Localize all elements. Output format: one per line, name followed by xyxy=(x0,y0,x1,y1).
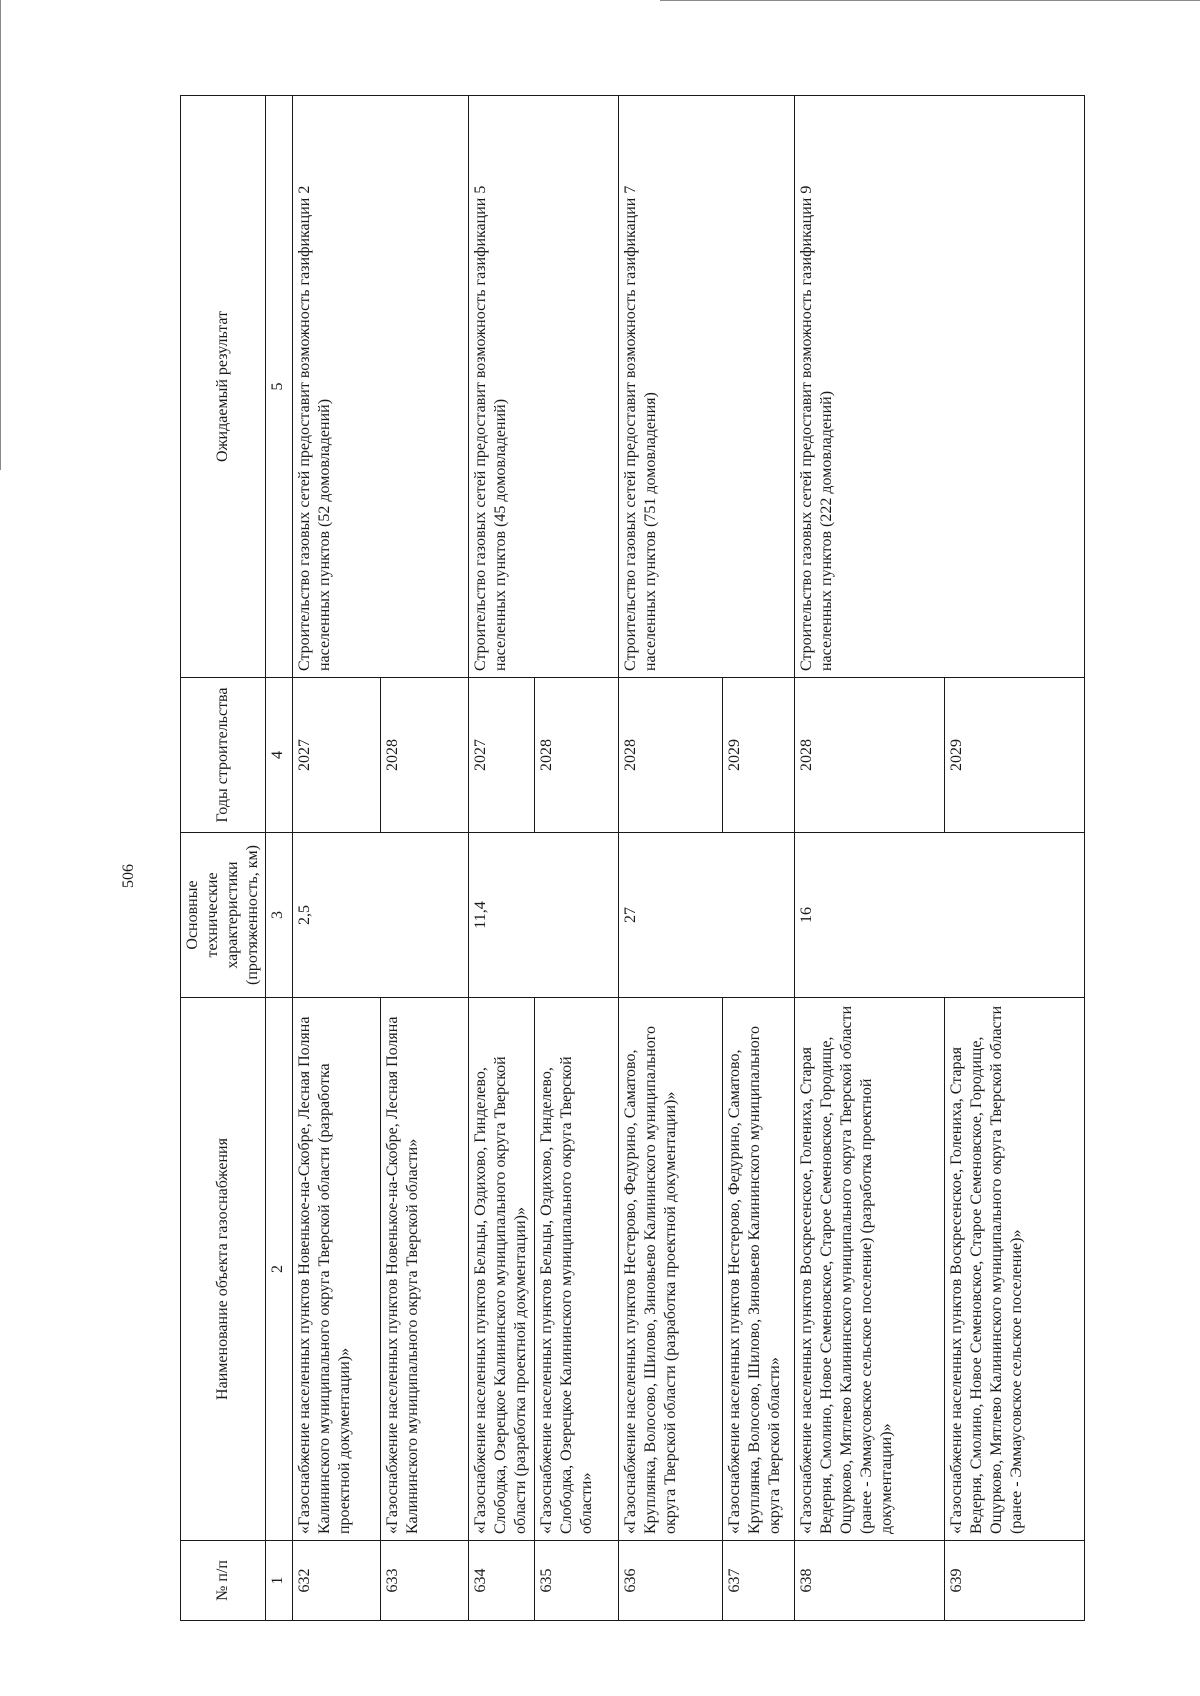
column-number: 5 xyxy=(266,96,293,678)
row-number: 632 xyxy=(293,1541,381,1621)
length-value: 2,5 xyxy=(293,833,469,998)
object-name: «Газоснабжение населенных пунктов Воскресенское, Голениха, Старая Ведерня, Смолино, Новое Семеновское, Старое Семеновское, Городище, Ощурково, Мятлево Калининского муниципального округа Тверской области (ранее - Эммаусовское сельское поселение)» xyxy=(945,998,1085,1541)
expected-result: Строительство газовых сетей предоставит возможность газификации 7 населенных пунктов (751 домовладения) xyxy=(619,96,795,678)
object-name: «Газоснабжение населенных пунктов Воскресенское, Голениха, Старая Ведерня, Смолино, Новое Семеновское, Старое Семеновское, Городище, Ощурково, Мятлево Калининского муниципального округа Тверской области (ранее - Эммаусовское сельское поселение) (разработка проектной документации)» xyxy=(795,998,945,1541)
table-row xyxy=(619,96,723,1621)
header-expected-result: Ожидаемый результат xyxy=(181,96,266,678)
construction-year: 2029 xyxy=(945,678,1085,833)
header-number: № п/п xyxy=(181,1541,266,1621)
table-row xyxy=(293,96,381,1621)
row-number: 637 xyxy=(723,1541,795,1621)
construction-year: 2028 xyxy=(535,678,619,833)
header-construction-years: Годы строительства xyxy=(181,678,266,833)
object-name: «Газоснабжение населенных пунктов Нестерово, Федурино, Саматово, Круплянка, Волосово, Шилово, Зиновьево Калининского муниципального округа Тверской области (разработка проектной документации)» xyxy=(619,998,723,1541)
object-name: «Газоснабжение населенных пунктов Бельцы, Оздихово, Гинделево, Слободка, Озерецкое Калининского муниципального округа Тверской области (разработка проектной документации)» xyxy=(469,998,535,1541)
row-number: 634 xyxy=(469,1541,535,1621)
table-header-row xyxy=(181,96,266,1621)
length-value: 16 xyxy=(795,833,1085,998)
object-name: «Газоснабжение населенных пунктов Бельцы, Оздихово, Гинделево, Слободка, Озерецкое Калининского муниципального округа Тверской области» xyxy=(535,998,619,1541)
header-object-name: Наименование объекта газоснабжения xyxy=(181,998,266,1541)
construction-year: 2028 xyxy=(619,678,723,833)
gas-supply-table xyxy=(180,95,1085,1621)
construction-year: 2028 xyxy=(795,678,945,833)
construction-year: 2028 xyxy=(381,678,469,833)
scan-edge-line-top xyxy=(660,0,1200,1)
row-number: 638 xyxy=(795,1541,945,1621)
scan-edge-line-left xyxy=(0,0,1,470)
expected-result: Строительство газовых сетей предоставит возможность газификации 9 населенных пунктов (222 домовладений) xyxy=(795,96,1085,678)
row-number: 635 xyxy=(535,1541,619,1621)
column-number: 3 xyxy=(266,833,293,998)
length-value: 27 xyxy=(619,833,795,998)
construction-year: 2029 xyxy=(723,678,795,833)
column-number: 2 xyxy=(266,998,293,1541)
column-number-row xyxy=(266,96,293,1621)
row-number: 636 xyxy=(619,1541,723,1621)
page-number: 506 xyxy=(120,864,137,888)
column-number: 4 xyxy=(266,678,293,833)
expected-result: Строительство газовых сетей предоставит возможность газификации 5 населенных пунктов (45 домовладений) xyxy=(469,96,619,678)
object-name: «Газоснабжение населенных пунктов Нестерово, Федурино, Саматово, Круплянка, Волосово, Шилово, Зиновьево Калининского муниципального округа Тверской области» xyxy=(723,998,795,1541)
column-number: 1 xyxy=(266,1541,293,1621)
expected-result: Строительство газовых сетей предоставит возможность газификации 2 населенных пунктов (52 домовладений) xyxy=(293,96,469,678)
row-number: 633 xyxy=(381,1541,469,1621)
construction-year: 2027 xyxy=(293,678,381,833)
rotated-table-container xyxy=(180,96,1082,1621)
object-name: «Газоснабжение населенных пунктов Новенькое-на-Скобре, Лесная Поляна Калининского муниципального округа Тверской области (разработка проектной документации)» xyxy=(293,998,381,1541)
construction-year: 2027 xyxy=(469,678,535,833)
object-name: «Газоснабжение населенных пунктов Новенькое-на-Скобре, Лесная Поляна Калининского муниципального округа Тверской области» xyxy=(381,998,469,1541)
row-number: 639 xyxy=(945,1541,1085,1621)
length-value: 11,4 xyxy=(469,833,619,998)
table-row xyxy=(795,96,945,1621)
table-row xyxy=(469,96,535,1621)
header-tech-characteristics: Основные технические характеристики (протяженность, км) xyxy=(181,833,266,998)
